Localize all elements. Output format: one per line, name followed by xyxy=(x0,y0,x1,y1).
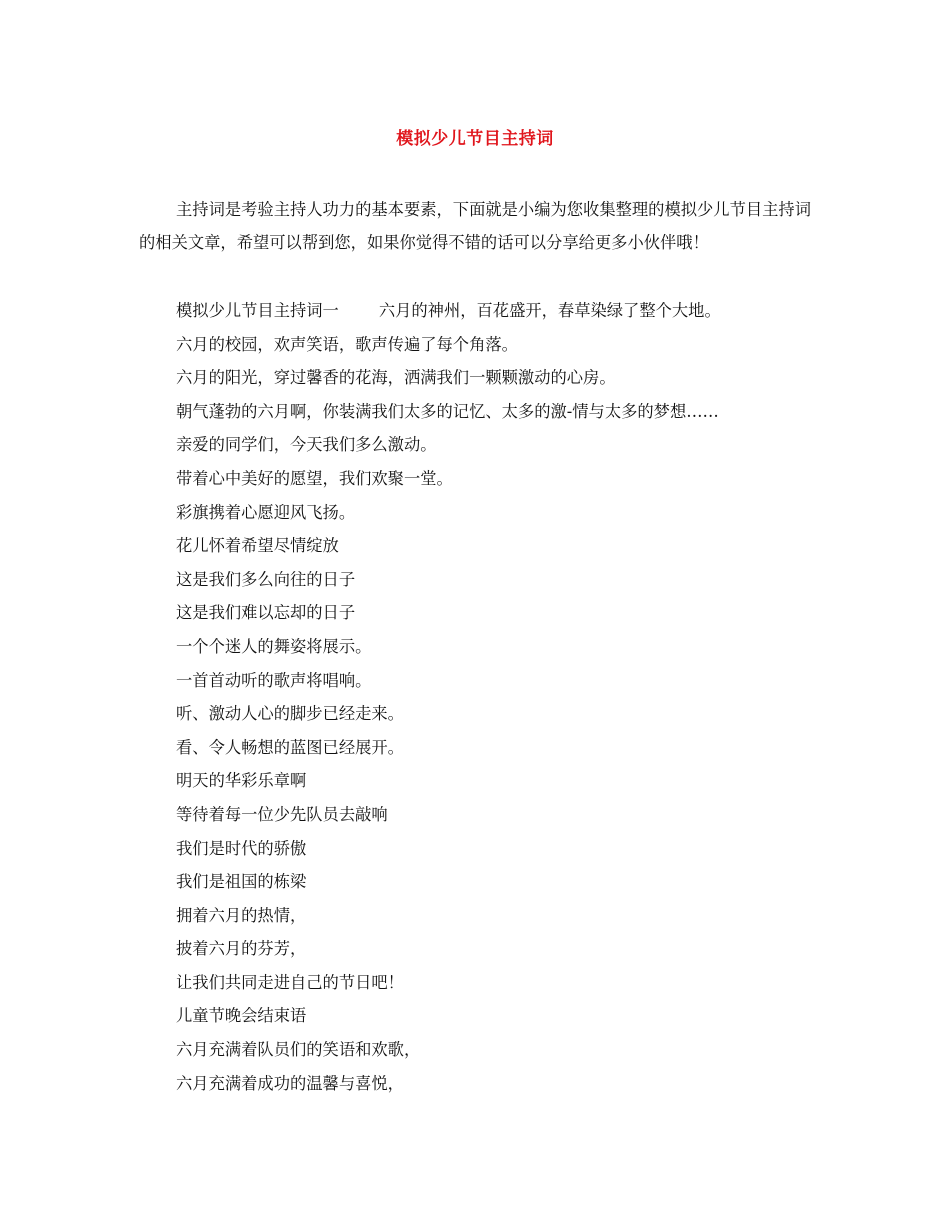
script-line: 我们是时代的骄傲 xyxy=(176,838,307,858)
script-line: 亲爱的同学们，今天我们多么激动。 xyxy=(176,435,437,455)
script-line: 让我们共同走进自己的节日吧！ xyxy=(176,972,404,992)
script-line: 六月的校园，欢声笑语，歌声传遍了每个角落。 xyxy=(176,334,518,354)
document-title: 模拟少儿节目主持词 xyxy=(396,129,554,149)
section-heading-closing: 儿童节晚会结束语 xyxy=(176,1006,307,1026)
intro-paragraph: 主持词是考验主持人功力的基本要素，下面就是小编为您收集整理的模拟少儿节目主持词的相关文章，希望可以帮到您，如果你觉得不错的话可以分享给更多小伙伴哦！ xyxy=(139,200,811,252)
script-line-text: 六月的神州，百花盛开，春草染绿了整个大地。 xyxy=(378,301,721,320)
script-line: 六月的阳光，穿过馨香的花海，洒满我们一颗颗激动的心房。 xyxy=(176,368,616,388)
script-line: 六月充满着队员们的笑语和欢歌， xyxy=(176,1040,421,1060)
script-line: 等待着每一位少先队员去敲响 xyxy=(176,804,388,824)
script-line-first xyxy=(176,294,721,328)
script-line: 披着六月的芬芳， xyxy=(176,939,307,959)
section-heading: 模拟少儿节目主持词一 xyxy=(176,301,339,320)
script-line: 我们是祖国的栋梁 xyxy=(176,872,307,892)
script-line: 听、激动人心的脚步已经走来。 xyxy=(176,704,404,724)
script-line: 六月充满着成功的温馨与喜悦， xyxy=(176,1073,404,1093)
script-line: 看、令人畅想的蓝图已经展开。 xyxy=(176,737,404,757)
script-line: 拥着六月的热情， xyxy=(176,905,307,925)
script-line: 彩旗携着心愿迎风飞扬。 xyxy=(176,502,356,522)
script-lines xyxy=(176,294,721,1100)
script-line: 朝气蓬勃的六月啊，你装满我们太多的记忆、太多的激-情与太多的梦想…… xyxy=(176,401,719,421)
script-line: 这是我们难以忘却的日子 xyxy=(176,603,356,623)
script-line: 这是我们多么向往的日子 xyxy=(176,569,356,589)
script-line: 一个个迷人的舞姿将展示。 xyxy=(176,636,372,656)
script-line: 花儿怀着希望尽情绽放 xyxy=(176,536,339,556)
script-line: 明天的华彩乐章啊 xyxy=(176,771,307,791)
script-line: 一首首动听的歌声将唱响。 xyxy=(176,670,372,690)
script-line: 带着心中美好的愿望，我们欢聚一堂。 xyxy=(176,468,453,488)
